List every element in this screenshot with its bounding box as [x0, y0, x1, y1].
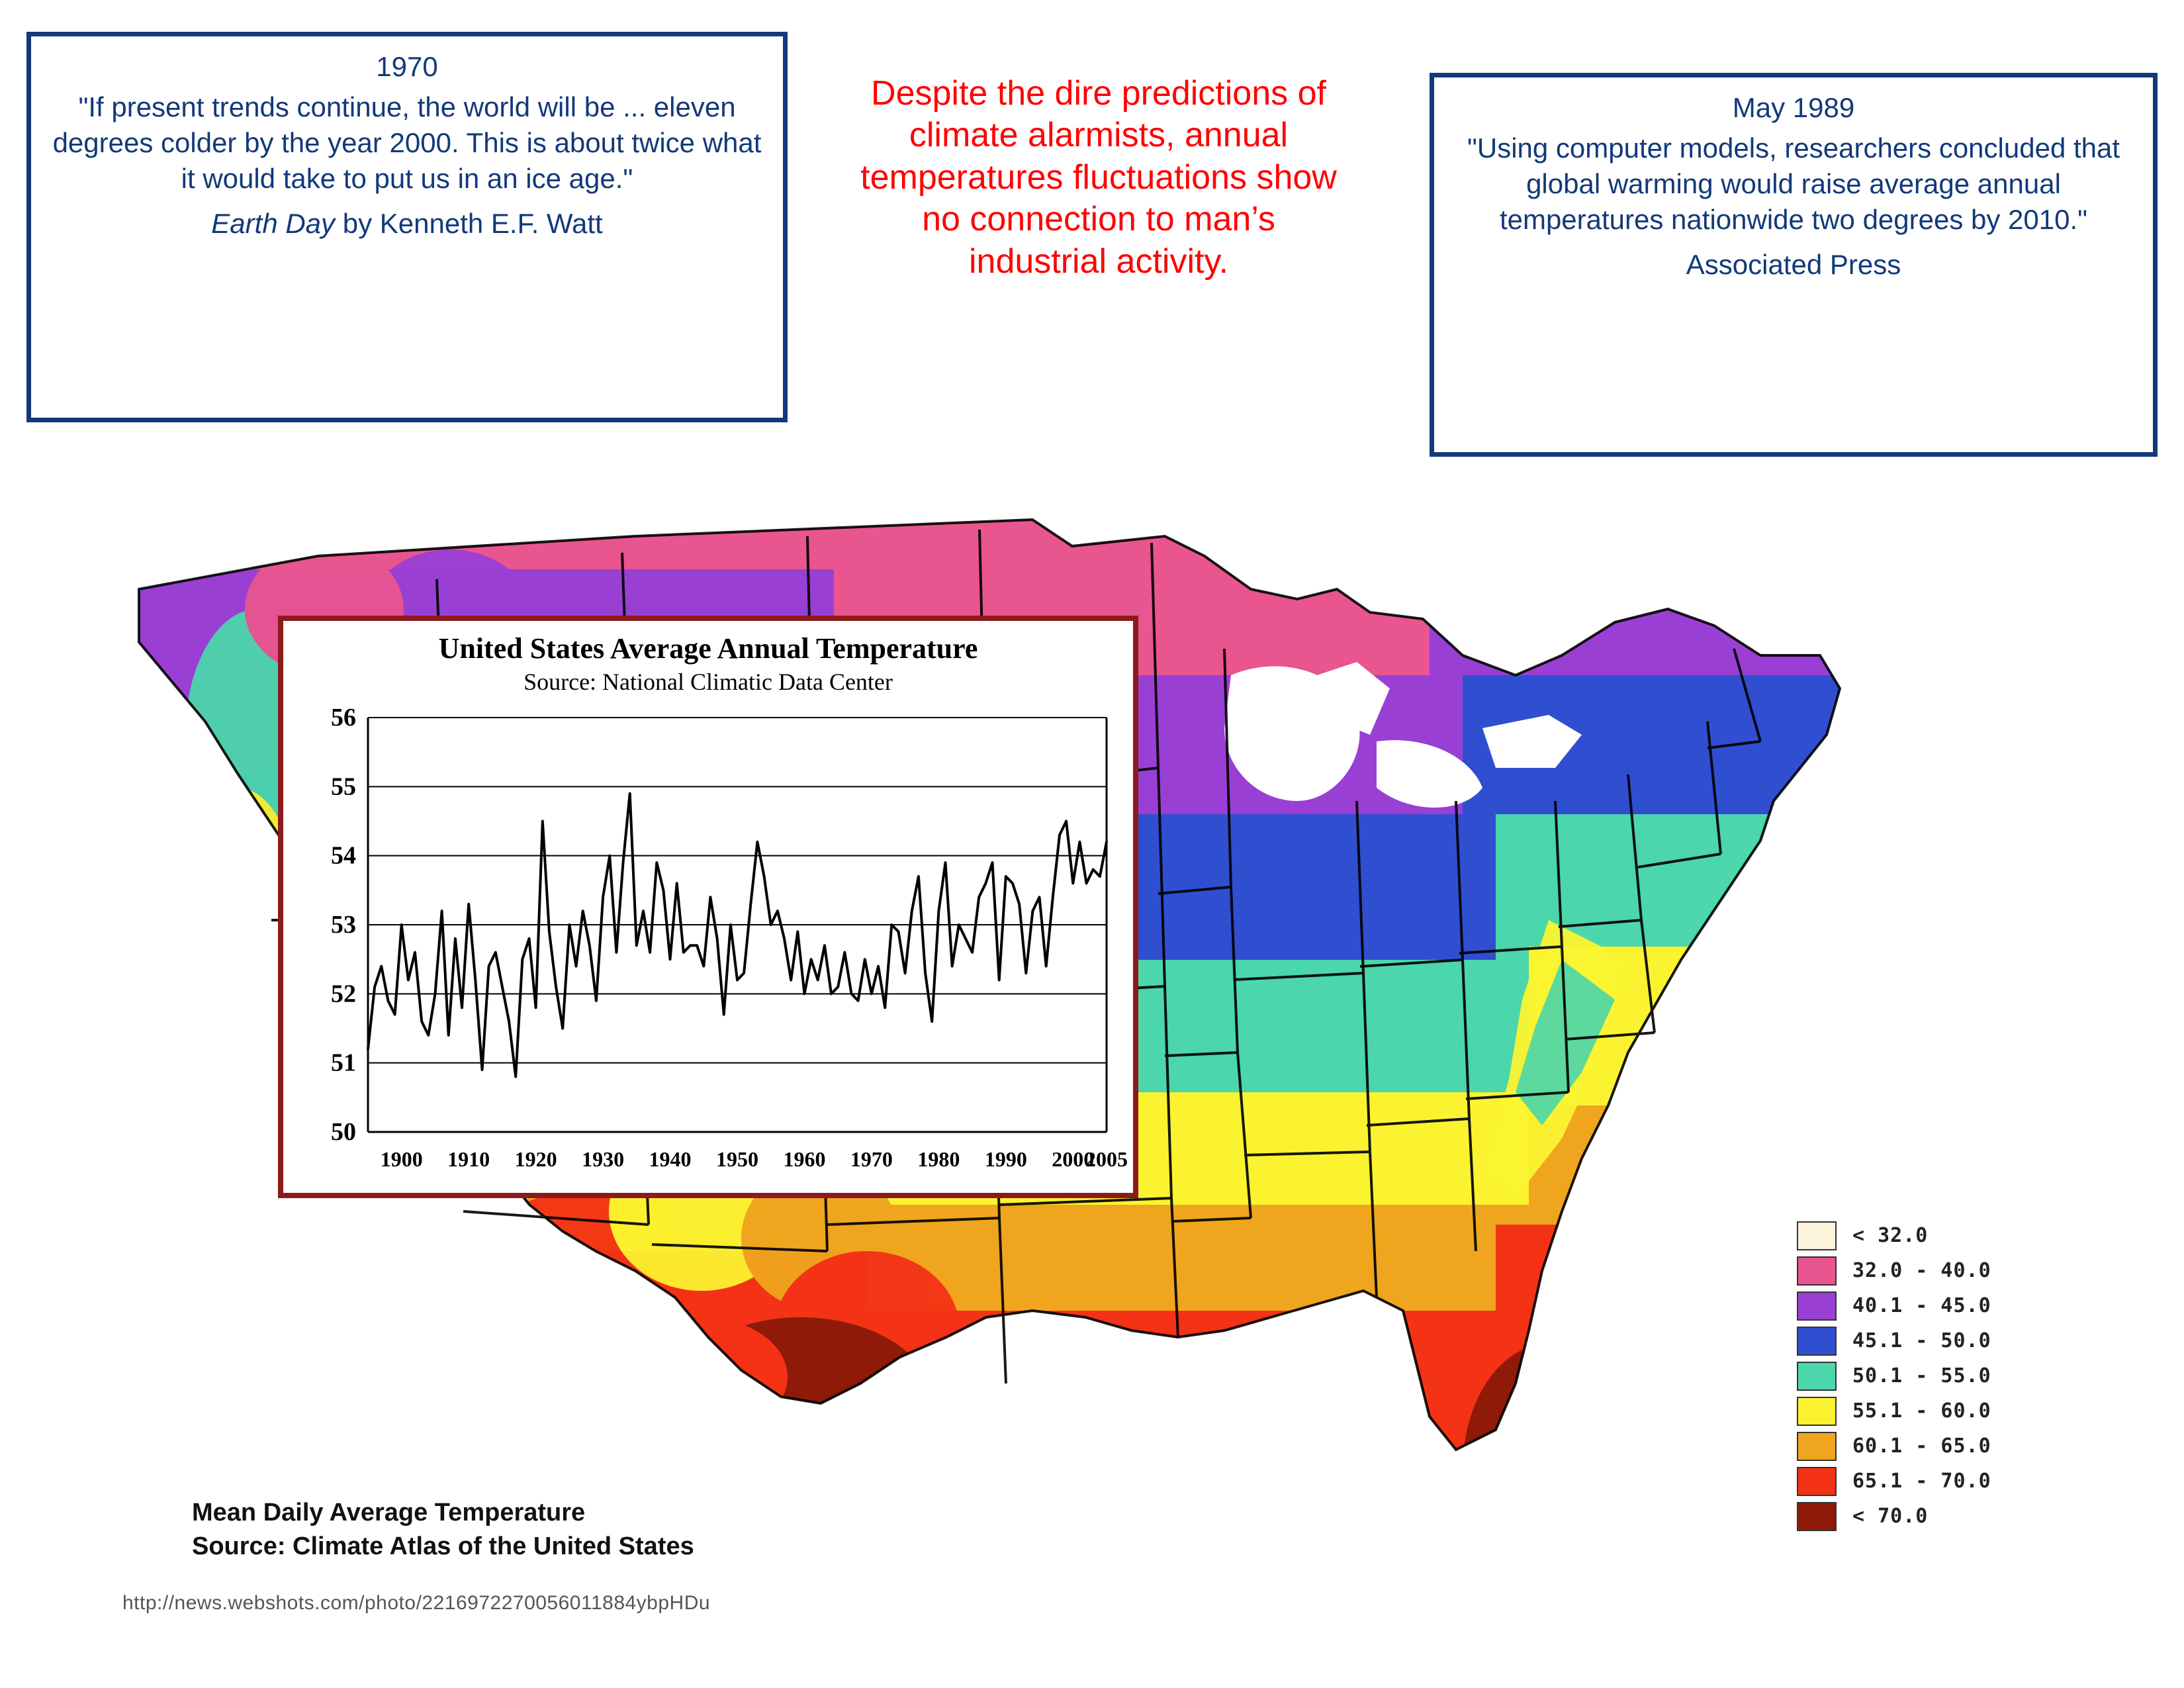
legend-swatch	[1797, 1467, 1837, 1496]
legend-label: 32.0 - 40.0	[1852, 1259, 1991, 1282]
legend-label: 60.1 - 65.0	[1852, 1434, 1991, 1458]
legend-row	[1797, 1464, 2075, 1499]
legend-label: < 70.0	[1852, 1505, 1929, 1528]
x-axis-tick-label: 1980	[917, 1147, 960, 1171]
legend-swatch	[1797, 1327, 1837, 1356]
y-axis-tick-label: 51	[331, 1049, 356, 1077]
legend-label: 40.1 - 45.0	[1852, 1294, 1991, 1317]
quote-attribution: Associated Press	[1686, 249, 1901, 281]
legend-swatch	[1797, 1432, 1837, 1461]
inset-chart	[278, 616, 1138, 1198]
legend-swatch	[1797, 1502, 1837, 1531]
x-axis-tick-label: 1950	[716, 1147, 758, 1171]
legend-swatch	[1797, 1362, 1837, 1391]
map-caption	[192, 1496, 694, 1564]
x-axis-tick-label: 2005	[1085, 1147, 1128, 1171]
quote-text: "If present trends continue, the world will be ... eleven degrees colder by the year 2000. This is about twice what it would take to put us in an ice age."	[52, 91, 762, 194]
legend-row	[1797, 1218, 2075, 1253]
chart-title: United States Average Annual Temperature	[438, 632, 978, 665]
x-axis-tick-label: 1910	[447, 1147, 490, 1171]
legend-row	[1797, 1253, 2075, 1288]
legend-label: 55.1 - 60.0	[1852, 1399, 1991, 1423]
legend-row	[1797, 1358, 2075, 1393]
legend-row	[1797, 1499, 2075, 1534]
chart-plot	[283, 706, 1133, 1196]
legend-row	[1797, 1288, 2075, 1323]
chart-subtitle: Source: National Climatic Data Center	[523, 669, 893, 695]
legend-swatch	[1797, 1256, 1837, 1286]
quote-attribution	[44, 208, 770, 240]
quote-text: "Using computer models, researchers concluded that global warming would raise average annual temperatures nationwide two degrees by 2010."	[1467, 132, 2120, 235]
x-axis-tick-label: 1930	[582, 1147, 625, 1171]
y-axis-tick-label: 50	[331, 1118, 356, 1146]
legend-swatch	[1797, 1221, 1837, 1250]
legend-swatch	[1797, 1397, 1837, 1426]
quote-box-1970	[26, 32, 788, 422]
x-axis-tick-label: 2000	[1052, 1147, 1095, 1171]
source-url: http://news.webshots.com/photo/2216972270056011884ybpHDu	[122, 1592, 711, 1614]
map-legend	[1797, 1218, 2075, 1534]
legend-row	[1797, 1393, 2075, 1429]
quote-date: May 1989	[1732, 92, 1855, 123]
legend-label: 65.1 - 70.0	[1852, 1470, 1991, 1493]
y-axis-tick-label: 55	[331, 773, 356, 801]
quote-date: 1970	[376, 51, 438, 82]
y-axis-tick-label: 56	[331, 706, 356, 731]
x-axis-tick-label: 1960	[783, 1147, 826, 1171]
center-statement: Despite the dire predictions of climate alarmists, annual temperatures fluctuations show no connection to man’s industrial activity.	[860, 74, 1337, 281]
legend-swatch	[1797, 1291, 1837, 1321]
legend-label: 50.1 - 55.0	[1852, 1364, 1991, 1387]
map-caption-line1: Mean Daily Average Temperature	[192, 1499, 586, 1526]
x-axis-tick-label: 1920	[514, 1147, 557, 1171]
y-axis-tick-label: 53	[331, 911, 356, 939]
x-axis-tick-label: 1990	[984, 1147, 1027, 1171]
quote-attribution-title: Earth Day	[211, 208, 336, 240]
map-caption-line2: Source: Climate Atlas of the United States	[192, 1532, 694, 1561]
legend-label: 45.1 - 50.0	[1852, 1329, 1991, 1352]
x-axis-tick-label: 1970	[850, 1147, 893, 1171]
quote-attribution-author: by Kenneth E.F. Watt	[335, 208, 603, 240]
temperature-series-line	[368, 794, 1107, 1077]
legend-row	[1797, 1429, 2075, 1464]
x-axis-tick-label: 1900	[380, 1147, 423, 1171]
legend-row	[1797, 1323, 2075, 1358]
legend-label: < 32.0	[1852, 1224, 1929, 1247]
x-axis-tick-label: 1940	[649, 1147, 692, 1171]
y-axis-tick-label: 54	[331, 841, 356, 870]
quote-box-1989	[1430, 73, 2158, 457]
y-axis-tick-label: 52	[331, 980, 356, 1008]
